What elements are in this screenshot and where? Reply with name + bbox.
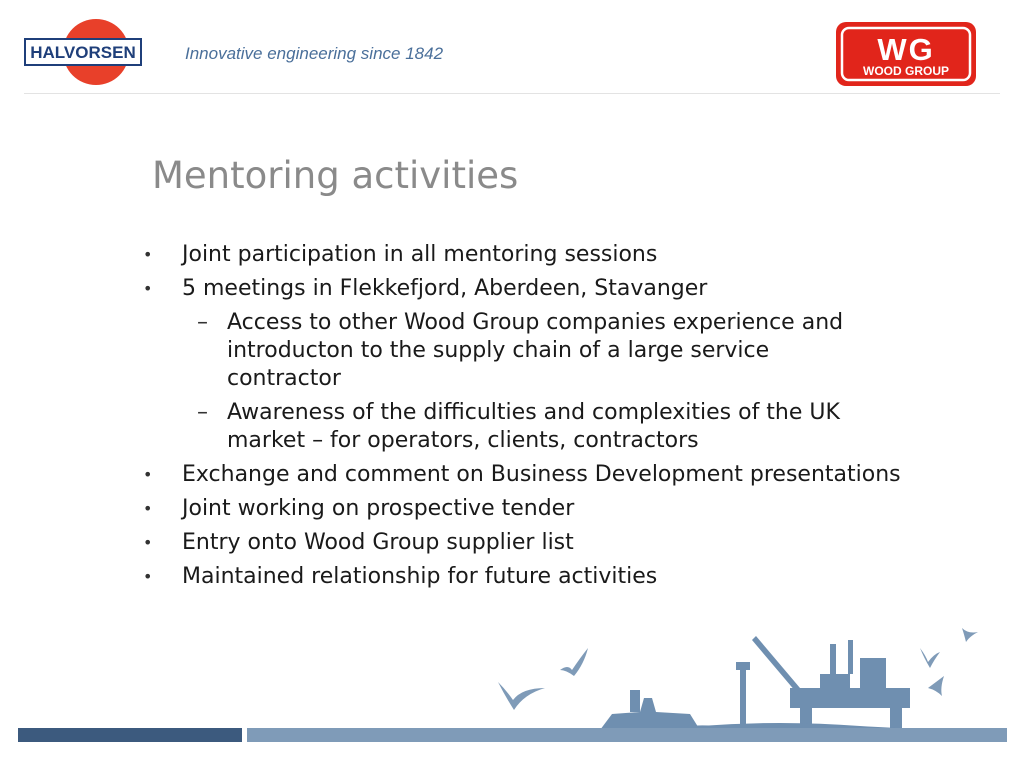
bullet-marker: • xyxy=(143,533,153,552)
tagline: Innovative engineering since 1842 xyxy=(185,44,444,63)
bullet-text: Exchange and comment on Business Development presentations xyxy=(182,462,901,487)
footer-artwork xyxy=(0,618,1024,768)
bullet-item xyxy=(142,275,902,303)
bullet-item xyxy=(142,495,902,523)
logo-monogram: WG xyxy=(877,32,935,67)
bullet-marker: • xyxy=(143,499,153,518)
bullet-list xyxy=(142,241,902,597)
bullet-item xyxy=(142,461,902,489)
bullet-text: Joint working on prospective tender xyxy=(182,496,575,521)
wood-group-logo xyxy=(834,20,978,88)
bullet-text: 5 meetings in Flekkefjord, Aberdeen, Stavanger xyxy=(182,276,708,301)
sub-bullet-marker: – xyxy=(197,310,208,335)
footer-bar-light xyxy=(247,728,1007,742)
bullet-text: Entry onto Wood Group supplier list xyxy=(182,530,574,555)
footer-bar-dark xyxy=(18,728,242,742)
bullet-marker: • xyxy=(143,245,153,264)
halvorsen-logo xyxy=(24,18,142,86)
logo-wordmark: WOOD GROUP xyxy=(863,64,949,78)
bullet-text: Maintained relationship for future activities xyxy=(182,564,658,589)
header-divider xyxy=(24,93,1000,94)
sub-bullet-text: Awareness of the difficulties and complexities of the UK market – for operators, clients, contractors xyxy=(227,400,840,453)
slide-title: Mentoring activities xyxy=(152,154,519,197)
bullet-item xyxy=(142,241,902,269)
bullet-text: Joint participation in all mentoring sessions xyxy=(182,242,658,267)
bullet-marker: • xyxy=(143,567,153,586)
sub-bullet-item xyxy=(142,399,847,455)
bullet-item xyxy=(142,563,902,591)
bullet-item xyxy=(142,529,902,557)
bullet-marker: • xyxy=(143,279,153,298)
bullet-marker: • xyxy=(143,465,153,484)
logo-text: HALVORSEN xyxy=(30,43,136,62)
sub-bullet-marker: – xyxy=(197,400,208,425)
sub-bullet-text: Access to other Wood Group companies experience and introducton to the supply chain of a large service contractor xyxy=(227,310,844,391)
sub-bullet-item xyxy=(142,309,847,393)
offshore-platform-silhouette xyxy=(600,636,960,730)
